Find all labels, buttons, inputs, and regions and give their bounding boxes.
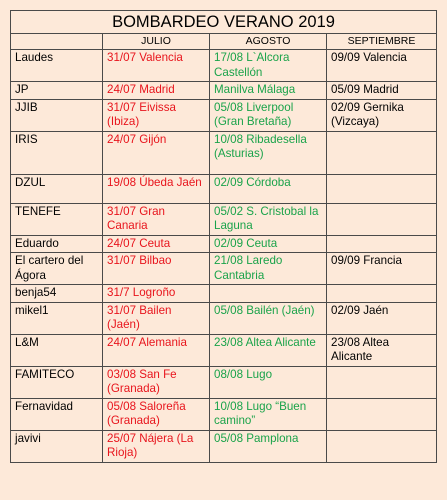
septiembre-entry: 23/08 Altea Alicante: [327, 334, 437, 366]
table-row: [11, 285, 437, 303]
agosto-entry: 05/08 Pamplona: [210, 430, 327, 462]
participant-name: Eduardo: [11, 235, 103, 253]
header-row: [11, 34, 437, 50]
julio-entry: 24/07 Madrid: [103, 82, 210, 100]
septiembre-entry: 09/09 Francia: [327, 253, 437, 285]
table-row: [11, 334, 437, 366]
title-row: [11, 11, 437, 34]
septiembre-entry: [327, 235, 437, 253]
participant-name: javivi: [11, 430, 103, 462]
agosto-entry: 05/08 Liverpool (Gran Bretaña): [210, 99, 327, 131]
participant-name: Laudes: [11, 50, 103, 82]
septiembre-entry: 09/09 Valencia: [327, 50, 437, 82]
table-title: BOMBARDEO VERANO 2019: [11, 11, 437, 34]
julio-entry: 24/07 Gijón: [103, 131, 210, 174]
septiembre-entry: [327, 203, 437, 235]
agosto-entry: 08/08 Lugo: [210, 366, 327, 398]
participant-name: JJIB: [11, 99, 103, 131]
participant-name: L&M: [11, 334, 103, 366]
participant-name: El cartero del Ágora: [11, 253, 103, 285]
table-row: [11, 82, 437, 100]
julio-entry: 24/07 Ceuta: [103, 235, 210, 253]
julio-entry: 31/7 Logroño: [103, 285, 210, 303]
septiembre-entry: 02/09 Gernika (Vizcaya): [327, 99, 437, 131]
agosto-entry: [210, 285, 327, 303]
julio-entry: 24/07 Alemania: [103, 334, 210, 366]
julio-entry: 31/07 Gran Canaria: [103, 203, 210, 235]
participant-name: benja54: [11, 285, 103, 303]
julio-entry: 05/08 Saloreña (Granada): [103, 398, 210, 430]
agosto-entry: 10/08 Lugo “Buen camino”: [210, 398, 327, 430]
participant-name: Fernavidad: [11, 398, 103, 430]
septiembre-entry: [327, 285, 437, 303]
septiembre-entry: [327, 366, 437, 398]
header-julio: JULIO: [103, 34, 210, 50]
septiembre-entry: [327, 430, 437, 462]
julio-entry: 31/07 Eivissa (Ibiza): [103, 99, 210, 131]
table-row: [11, 235, 437, 253]
table-row: [11, 174, 437, 203]
participant-name: FAMITECO: [11, 366, 103, 398]
table-row: [11, 366, 437, 398]
participant-name: JP: [11, 82, 103, 100]
header-agosto: AGOSTO: [210, 34, 327, 50]
septiembre-entry: 05/09 Madrid: [327, 82, 437, 100]
table-row: [11, 203, 437, 235]
septiembre-entry: 02/09 Jaén: [327, 302, 437, 334]
bombardeo-table: [10, 10, 437, 463]
table-row: [11, 398, 437, 430]
table-row: [11, 50, 437, 82]
header-name-empty: [11, 34, 103, 50]
participant-name: IRIS: [11, 131, 103, 174]
participant-name: mikel1: [11, 302, 103, 334]
julio-entry: 19/08 Úbeda Jaén: [103, 174, 210, 203]
participant-name: DZUL: [11, 174, 103, 203]
table-body: [11, 50, 437, 463]
table-row: [11, 302, 437, 334]
agosto-entry: 02/09 Córdoba: [210, 174, 327, 203]
julio-entry: 31/07 Bailen (Jaén): [103, 302, 210, 334]
agosto-entry: Manilva Málaga: [210, 82, 327, 100]
table-row: [11, 131, 437, 174]
agosto-entry: 05/08 Bailén (Jaén): [210, 302, 327, 334]
participant-name: TENEFE: [11, 203, 103, 235]
julio-entry: 31/07 Valencia: [103, 50, 210, 82]
table-row: [11, 99, 437, 131]
agosto-entry: 10/08 Ribadesella (Asturias): [210, 131, 327, 174]
agosto-entry: 02/09 Ceuta: [210, 235, 327, 253]
agosto-entry: 17/08 L`Alcora Castellón: [210, 50, 327, 82]
septiembre-entry: [327, 174, 437, 203]
table-row: [11, 430, 437, 462]
agosto-entry: 23/08 Altea Alicante: [210, 334, 327, 366]
table-row: [11, 253, 437, 285]
julio-entry: 03/08 San Fe (Granada): [103, 366, 210, 398]
header-septiembre: SEPTIEMBRE: [327, 34, 437, 50]
julio-entry: 25/07 Nájera (La Rioja): [103, 430, 210, 462]
septiembre-entry: [327, 131, 437, 174]
agosto-entry: 05/02 S. Cristobal la Laguna: [210, 203, 327, 235]
septiembre-entry: [327, 398, 437, 430]
julio-entry: 31/07 Bilbao: [103, 253, 210, 285]
agosto-entry: 21/08 Laredo Cantabria: [210, 253, 327, 285]
